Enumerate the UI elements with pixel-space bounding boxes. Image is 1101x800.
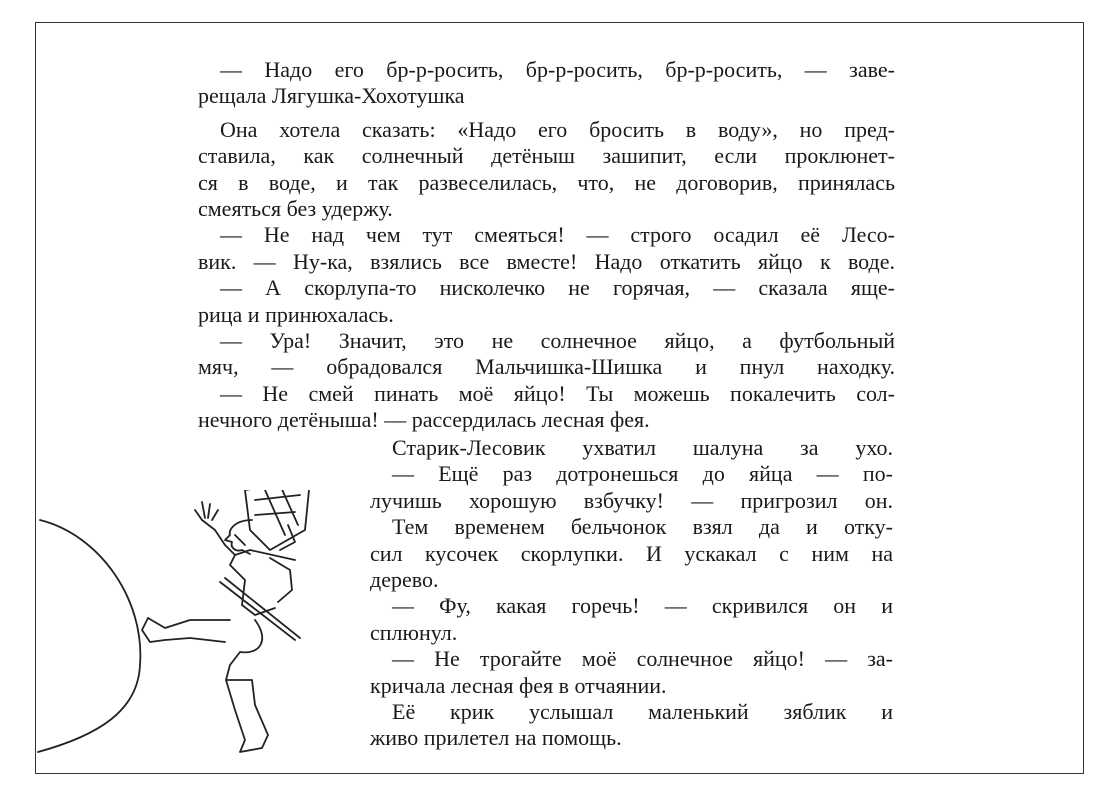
text-line: — Фу, какая горечь! — скривился он и xyxy=(392,593,893,619)
text-line: — Не трогайте моё солнечное яйцо! — за- xyxy=(392,646,893,672)
text-line: — Не над чем тут смеяться! — строго осадил её Лесо- xyxy=(220,222,895,248)
elf-figure xyxy=(142,490,310,752)
text-line: вик. — Ну-ка, взялись все вместе! Надо откатить яйцо к воде. xyxy=(198,248,895,274)
text-column-top xyxy=(198,57,895,433)
text-line: сплюнул. xyxy=(370,619,458,645)
text-line: лучишь хорошую взбучку! — пригрозил он. xyxy=(370,487,893,513)
elf-kicking-egg-illustration xyxy=(30,490,330,770)
text-line: смеяться без удержу. xyxy=(198,195,393,221)
text-line: Тем временем бельчонок взял да и отку- xyxy=(392,514,893,540)
text-line: — Надо его бр-р-росить, бр-р-росить, бр-р-росить, — заве- xyxy=(220,57,895,82)
text-line: рещала Лягушка-Хохотушка xyxy=(198,83,465,109)
text-line: — Ура! Значит, это не солнечное яйцо, а футбольный xyxy=(220,327,895,353)
text-line: ставила, как солнечный детёныш зашипит, если проклюнет- xyxy=(198,143,895,169)
text-column-bottom xyxy=(370,435,893,752)
text-line: кричала лесная фея в отчаянии. xyxy=(370,672,667,698)
text-line: Она хотела сказать: «Надо его бросить в воду», но пред- xyxy=(220,116,895,142)
text-line: — Не смей пинать моё яйцо! Ты можешь покалечить сол- xyxy=(220,380,895,406)
text-line: дерево. xyxy=(370,566,439,592)
text-line: мяч, — обрадовался Мальчишка-Шишка и пнул находку. xyxy=(198,354,895,380)
text-line: сил кусочек скорлупки. И ускакал с ним на xyxy=(370,540,893,566)
text-line: Старик-Лесовик ухватил шалуна за ухо. xyxy=(392,435,893,460)
text-line: Её крик услышал маленький зяблик и xyxy=(392,698,893,724)
text-line: нечного детёныша! — рассердилась лесная фея. xyxy=(198,407,650,433)
text-line: — Ещё раз дотронешься до яйца — по- xyxy=(392,461,893,487)
text-line: рица и принюхалась. xyxy=(198,301,394,327)
egg-outline xyxy=(38,520,140,752)
text-line: ся в воде, и так развеселилась, что, не договорив, принялась xyxy=(198,169,895,195)
text-line: живо прилетел на помощь. xyxy=(370,725,622,751)
text-line: — А скорлупа-то нисколечко не горячая, — сказала яще- xyxy=(220,275,895,301)
